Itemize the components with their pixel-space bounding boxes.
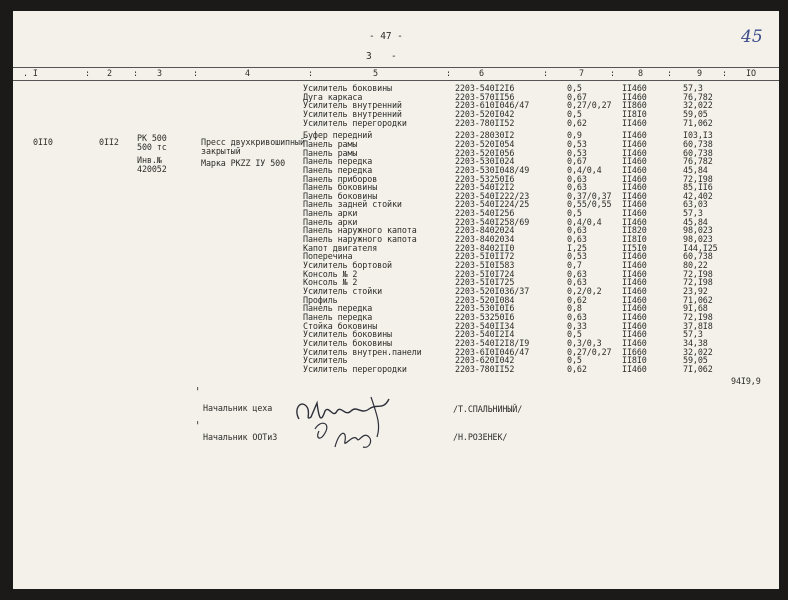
handwritten-signature-2 [329,421,379,453]
col-sep: : [543,68,548,78]
row-code: 2203-540I2I8/I9 [455,337,530,348]
row-value-9: 80,22 [683,260,708,270]
row-name: Панель передка [303,311,373,322]
row-value-9: 57,3 [683,83,703,93]
row-code: 2203-570II56 [455,91,515,102]
row-value-9: 59,05 [683,355,708,366]
row-value-8: II460 [622,286,647,296]
row-value-8: II820 [622,225,647,236]
row-value-7: 0,63 [567,268,587,279]
row-code: 2203-540I2I4 [455,329,515,340]
entry-col2: 0II2 [99,137,119,147]
row-value-7: 0,53 [567,251,587,262]
row-code: 2203-530I048/49 [455,164,530,175]
page-number: 3 [366,51,372,62]
row-name: Усилитель внутренний [303,100,402,111]
row-value-8: II460 [622,91,647,102]
col-num: 5 [373,68,378,78]
row-name: Усилитель перегородки [303,117,407,128]
row-code: 2203-540I258/69 [455,216,530,227]
col-num: . I [23,68,38,78]
row-value-8: II460 [622,138,647,149]
row-value-7: 0,5 [567,329,582,340]
row-code: 2203-540I2I6 [455,83,515,93]
row-value-8: II8I0 [622,355,647,366]
row-code: 2203-6I0I046/47 [455,346,530,357]
col-sep: : [133,68,138,78]
col-sep: : [610,68,615,78]
col-num: 6 [479,68,484,78]
row-value-7: 0,62 [567,363,587,374]
row-code: 2203-520I056 [455,147,515,158]
row-value-9: 45,84 [683,216,708,227]
row-name: Панель наружного капота [303,225,417,236]
row-code: 2203-53250I6 [455,173,515,184]
row-value-7: 0,67 [567,156,587,167]
row-name: Стойка боковины [303,320,378,331]
row-code: 2203-540I224/25 [455,199,530,210]
row-code: 2203-53250I6 [455,311,515,322]
row-name: Усилитель стойки [303,286,383,296]
entry-col4-line: закрытый [201,146,241,156]
signature-title-1: Начальник цеха [203,403,273,413]
row-value-9: 85,II6 [683,182,713,193]
row-value-9: I03,I3 [683,130,713,141]
row-value-9: 7I,062 [683,363,713,374]
row-value-8: II460 [622,164,647,175]
row-code: 2203-540I2I2 [455,182,515,193]
row-value-8: II460 [622,208,647,219]
row-value-8: II460 [622,363,647,374]
row-name: Консоль № 2 [303,268,358,279]
row-value-9: 71,062 [683,117,713,128]
row-value-7: 0,63 [567,277,587,288]
row-value-7: 0,2/0,2 [567,286,602,296]
row-name: Профиль [303,294,338,305]
row-value-8: II460 [622,173,647,184]
row-name: Дуга каркаса [303,91,363,102]
row-value-9: 32,022 [683,100,713,111]
row-name: Поперечина [303,251,353,262]
row-value-9: 23,92 [683,286,708,296]
row-code: 2203-520I042 [455,109,515,119]
row-value-7: 0,63 [567,225,587,236]
row-value-8: II8I0 [622,234,647,245]
row-value-8: II860 [622,100,647,111]
row-value-9: 45,84 [683,164,708,175]
row-value-8: II460 [622,311,647,322]
row-value-8: II460 [622,182,647,193]
row-value-7: 0,7 [567,260,582,270]
row-code: 2203-8402024 [455,225,515,236]
row-value-9: 60,738 [683,251,713,262]
row-value-7: 0,67 [567,91,587,102]
row-value-7: 0,53 [567,138,587,149]
row-value-9: I44,I25 [683,242,718,253]
row-value-7: 0,9 [567,130,582,141]
row-code: 2203-520I036/37 [455,286,530,296]
row-value-7: 0,63 [567,182,587,193]
row-value-7: 0,3/0,3 [567,337,602,348]
row-value-7: 0,55/0,55 [567,199,612,210]
row-value-9: 71,062 [683,294,713,305]
row-code: 2203-8402034 [455,234,515,245]
row-code: 2203-5I0II72 [455,251,515,262]
row-code: 2203-780II52 [455,117,515,128]
row-value-8: II460 [622,216,647,227]
row-name: Панель приборов [303,173,378,184]
row-name: Панель арки [303,216,358,227]
row-value-9: 76,782 [683,91,713,102]
row-value-8: II460 [622,320,647,331]
header-rule-bottom [13,80,779,81]
row-name: Усилитель бортовой [303,260,392,270]
row-value-7: 0,63 [567,234,587,245]
row-value-8: II460 [622,260,647,270]
col-sep: : [446,68,451,78]
row-value-8: II460 [622,303,647,314]
col-num: 7 [579,68,584,78]
row-value-7: 0,5 [567,355,582,366]
row-value-8: II460 [622,83,647,93]
row-value-8: II460 [622,190,647,201]
row-value-7: 0,62 [567,117,587,128]
row-value-7: 0,62 [567,294,587,305]
row-value-7: 0,63 [567,173,587,184]
row-value-8: II460 [622,130,647,141]
row-value-9: 60,738 [683,147,713,158]
row-value-7: 0,27/0,27 [567,100,612,111]
row-value-9: 72,I98 [683,311,713,322]
row-value-7: 0,27/0,27 [567,346,612,357]
row-value-9: 57,3 [683,329,703,340]
row-value-9: 59,05 [683,109,708,119]
row-code: 2203-540I222/23 [455,190,530,201]
col-num: IO [746,68,756,78]
signature-name-1: /Т.СПАЛЬНИНЫЙ/ [453,404,523,414]
row-code: 2203-610I046/47 [455,100,530,111]
signature-title-2: Начальник ООТиЗ [203,432,278,442]
row-value-9: 72,I98 [683,173,713,184]
row-value-8: II460 [622,147,647,158]
row-code: 2203-28030I2 [455,130,515,141]
row-code: 2203-540II34 [455,320,515,331]
margin-tick: ' [196,419,200,433]
total-value: 94I9,9 [731,376,761,386]
row-value-8: II460 [622,156,647,167]
row-name: Капот двигателя [303,242,378,253]
row-value-8: II460 [622,117,647,128]
row-value-7: 0,4/0,4 [567,164,602,175]
row-value-7: 0,5 [567,109,582,119]
row-code: 2203-520I084 [455,294,515,305]
row-name: Панель передка [303,164,373,175]
col-num: 4 [245,68,250,78]
row-value-9: 32,022 [683,346,713,357]
col-num: 2 [107,68,112,78]
row-value-8: II8I0 [622,109,647,119]
row-value-7: 0,4/0,4 [567,216,602,227]
row-name: Буфер передний [303,130,373,141]
row-value-8: II460 [622,251,647,262]
row-name: Усилитель боковины [303,83,392,93]
entry-col3-line: PK 500 [137,133,167,143]
row-value-7: 0,53 [567,147,587,158]
row-name: Панель передка [303,303,373,314]
row-value-8: II460 [622,337,647,348]
row-code: 2203-5I0I725 [455,277,515,288]
row-value-9: 57,3 [683,208,703,219]
header-dash: - [391,51,397,62]
row-name: Панель рамы [303,147,358,158]
row-value-8: II460 [622,268,647,279]
row-name: Панель рамы [303,138,358,149]
row-value-9: 60,738 [683,138,713,149]
row-value-9: 98,023 [683,225,713,236]
row-name: Усилитель [303,355,348,366]
row-code: 2203-5I0I583 [455,260,515,270]
row-value-7: 0,5 [567,208,582,219]
row-name: Усилитель внутрен.панели [303,346,422,357]
row-value-7: 0,37/0,37 [567,190,612,201]
signature-name-2: /Н.РОЗЕНЕК/ [453,432,508,442]
entry-col3-line: 420052 [137,164,167,174]
col-sep: : [193,68,198,78]
row-value-7: 0,63 [567,311,587,322]
row-name: Панель боковины [303,182,378,193]
row-code: 2203-5I0I724 [455,268,515,279]
row-code: 2203-520I054 [455,138,515,149]
row-value-8: II5I0 [622,242,647,253]
row-value-9: 9I,68 [683,303,708,314]
entry-col1: 0II0 [33,137,53,147]
row-value-9: 37,8I8 [683,320,713,331]
entry-col3-line: 500 тс [137,142,167,152]
row-value-9: 63,03 [683,199,708,210]
margin-tick: ' [196,385,200,399]
sheet-number: - 47 - [369,31,403,42]
row-value-8: II460 [622,329,647,340]
row-name: Панель боковины [303,190,378,201]
row-name: Панель арки [303,208,358,219]
row-name: Усилитель боковины [303,329,392,340]
row-code: 2203-530I0I6 [455,303,515,314]
row-name: Усилитель боковины [303,337,392,348]
entry-col4-line: Пресс двухкривошипный [201,137,305,147]
row-code: 2203-780II52 [455,363,515,374]
row-value-7: 0,33 [567,320,587,331]
row-value-9: 42,402 [683,190,713,201]
col-sep: : [722,68,727,78]
document-page [13,11,779,589]
entry-col4-line: Марка PKZZ IУ 500 [201,158,286,168]
entry-col3-line: Инв.№ [137,155,162,165]
row-code: 2203-8402II0 [455,242,515,253]
col-sep: : [667,68,672,78]
row-value-8: II460 [622,294,647,305]
col-sep: : [85,68,90,78]
row-value-9: 72,I98 [683,277,713,288]
row-name: Усилитель внутренний [303,109,402,119]
row-value-7: 0,5 [567,83,582,93]
row-code: 2203-530I024 [455,156,515,167]
row-value-8: II660 [622,346,647,357]
row-value-8: II460 [622,199,647,210]
row-name: Консоль № 2 [303,277,358,288]
row-value-9: 76,782 [683,156,713,167]
row-name: Панель наружного капота [303,234,417,245]
row-value-9: 34,38 [683,337,708,348]
row-value-9: 72,I98 [683,268,713,279]
row-code: 2203-540I256 [455,208,515,219]
archive-number: 45 [741,27,763,47]
header-rule-top [13,67,779,68]
row-code: 2203-620I042 [455,355,515,366]
col-num: 3 [157,68,162,78]
row-value-9: 98,023 [683,234,713,245]
col-sep: : [308,68,313,78]
row-value-7: I,25 [567,242,587,253]
row-value-7: 0,8 [567,303,582,314]
row-name: Усилитель перегородки [303,363,407,374]
row-name: Панель задней стойки [303,199,402,210]
row-name: Панель передка [303,156,373,167]
col-num: 9 [697,68,702,78]
col-num: 8 [638,68,643,78]
row-value-8: II460 [622,277,647,288]
